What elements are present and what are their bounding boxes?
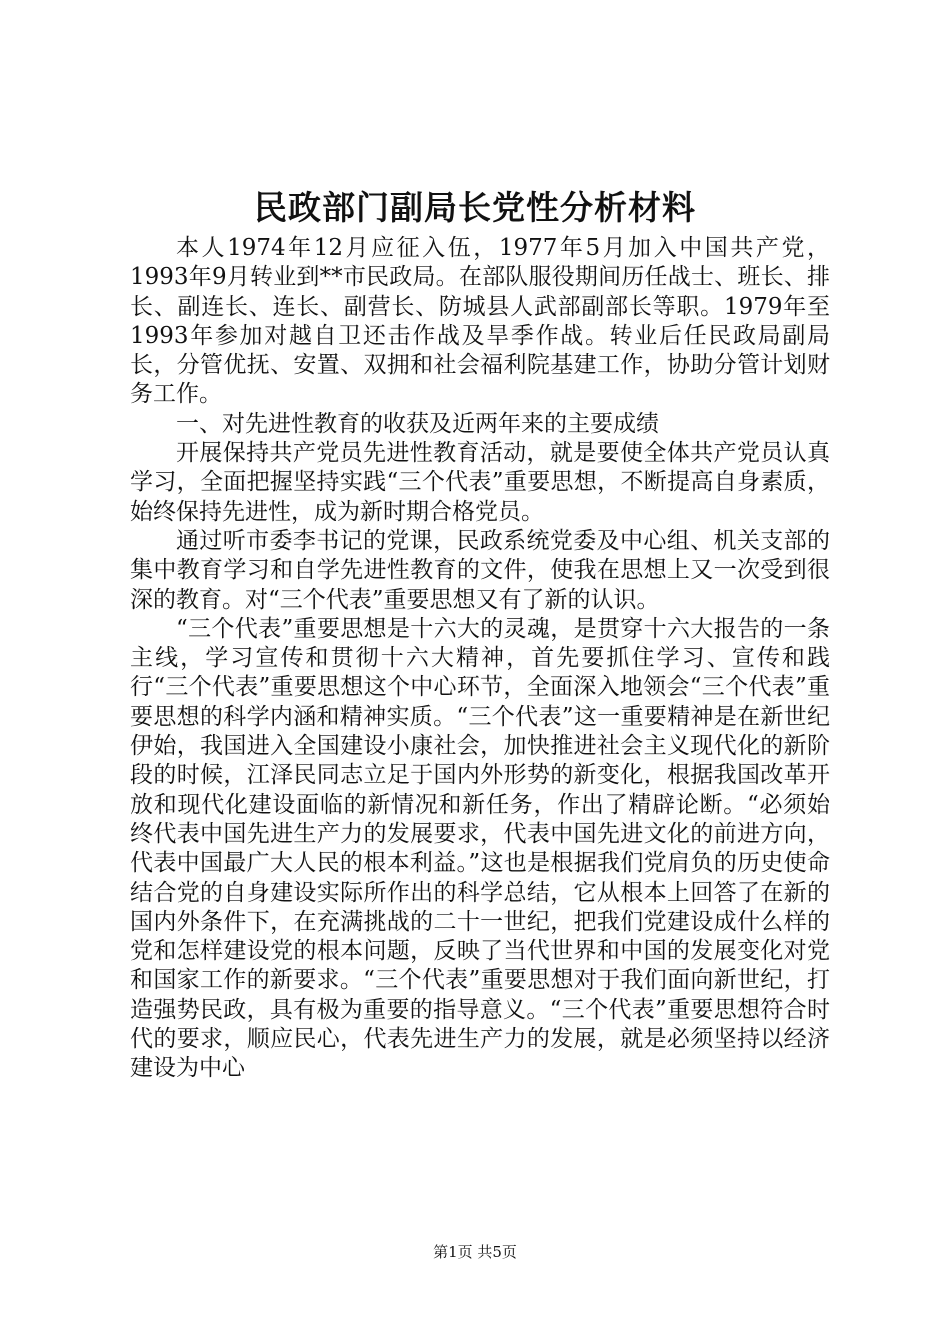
document-title: 民政部门副局长党性分析材料 bbox=[254, 188, 696, 227]
section-heading-1: 一、对先进性教育的收获及近两年来的主要成绩 bbox=[176, 410, 659, 437]
paragraph-three-represents: “三个代表”重要思想是十六大的灵魂，是贯穿十六大报告的一条主线，学习宣传和贯彻十六大精神，首先要抓住学习、宣传和践行“三个代表”重要思想这个中心环节，全面深入地领会“三个代表”重要思想的科学内涵和精神实质。“三个代表”这一重要精神是在新世纪伊始，我国进入全国建设小康社会，加快推进社会主义现代化的新阶段的时候，江泽民同志立足于国内外形势的新变化，根据我国改革开放和现代化建设面临的新情况和新任务，作出了精辟论断。“必须始终代表中国先进生产力的发展要求，代表中国先进文化的前进方向，代表中国最广大人民的根本利益。”这也是根据我们党肩负的历史使命结合党的自身建设实际所作出的科学总结，它从根本上回答了在新的国内外条件下，在充满挑战的二十一世纪，把我们党建设成什么样的党和怎样建设党的根本问题，反映了当代世界和中国的发展变化对党和国家工作的新要求。“三个代表”重要思想对于我们面向新世纪，打造强势民政，具有极为重要的指导意义。“三个代表”重要思想符合时代的要求，顺应民心，代表先进生产力的发展，就是必须坚持以经济建设为中心 bbox=[130, 615, 830, 1082]
page-number-footer: 第1页 共5页 bbox=[433, 1243, 517, 1261]
paragraph-education-activity: 开展保持共产党员先进性教育活动，就是要使全体共产党员认真学习，全面把握坚持实践“三个代表”重要思想，不断提高自身素质，始终保持先进性，成为新时期合格党员。 bbox=[130, 440, 830, 525]
paragraph-biography: 本人1974年12月应征入伍，1977年5月加入中国共产党，1993年9月转业到**市民政局。在部队服役期间历任战士、班长、排长、副连长、连长、副营长、防城县人武部副部长等职。1979年至1993年参加对越自卫还击作战及旱季作战。转业后任民政局副局长，分管优抚、安置、双拥和社会福利院基建工作，协助分管计划财务工作。 bbox=[130, 235, 830, 408]
document-body bbox=[130, 234, 830, 1084]
paragraph-study-experience: 通过听市委李书记的党课，民政系统党委及中心组、机关支部的集中教育学习和自学先进性教育的文件，使我在思想上又一次受到很深的教育。对“三个代表”重要思想又有了新的认识。 bbox=[130, 527, 830, 613]
